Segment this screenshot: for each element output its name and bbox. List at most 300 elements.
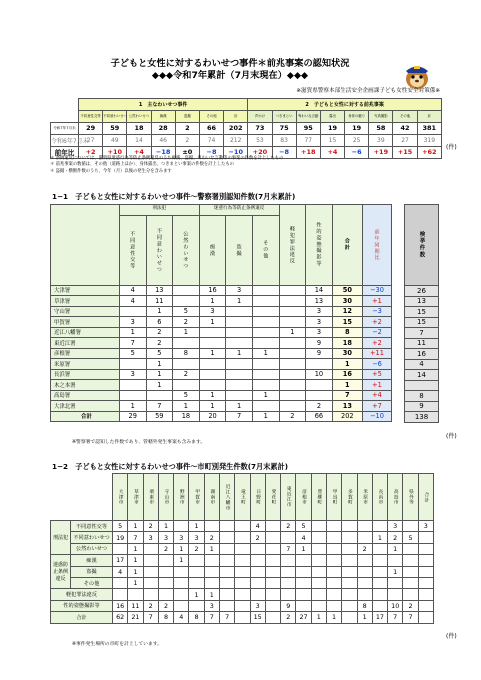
station-cell: 6	[146, 317, 173, 328]
summary-row-label: 令和7年7月末	[51, 122, 79, 134]
station-name: 甲賀署	[51, 317, 120, 328]
station-cell: 16	[332, 369, 362, 380]
summary-cell: 39	[369, 134, 393, 146]
city-cell	[311, 521, 326, 532]
station-cell: 1	[119, 401, 146, 412]
kenkyo-cell: 9	[405, 401, 439, 412]
city-cell: 3	[143, 532, 158, 543]
summary-subheader: 痴漢	[151, 111, 175, 123]
total-label: 合計	[51, 612, 113, 623]
summary-cell: 53	[248, 134, 272, 146]
station-cell	[119, 306, 146, 317]
station-cell	[119, 380, 146, 391]
summary-cell: 319	[417, 134, 441, 146]
station-name: 米原署	[51, 359, 120, 370]
city-cell: 5	[296, 521, 311, 532]
city-total-cell: 1	[311, 612, 326, 623]
city-cell	[342, 555, 357, 566]
city-cell: 1	[174, 555, 189, 566]
city-total-cell: 27	[296, 612, 311, 623]
city-cell	[174, 589, 189, 600]
summary-diff-cell: ±0	[175, 146, 199, 158]
section2-footnote: ※事件発生場所の市町を計上しています。	[72, 642, 162, 647]
city-cell: 2	[403, 600, 418, 611]
city-cell	[265, 532, 280, 543]
city-cell	[311, 600, 326, 611]
station-cell: 5	[146, 348, 173, 359]
city-cell	[418, 555, 433, 566]
station-cell: 2	[146, 327, 173, 338]
station-cell: 1	[252, 390, 279, 401]
city-cell	[418, 532, 433, 543]
station-cell: 3	[199, 306, 226, 317]
city-header: 多賀町	[342, 474, 357, 521]
city-total-cell: 7	[388, 612, 403, 623]
city-cell	[296, 600, 311, 611]
station-cell: +7	[362, 401, 391, 412]
city-cell: 1	[174, 543, 189, 554]
station-cell: +2	[362, 338, 391, 349]
summary-cell: 73	[248, 122, 272, 134]
city-cell: 1	[204, 543, 219, 554]
station-cell: 3	[226, 285, 253, 296]
city-total-cell: 1	[357, 612, 372, 623]
city-header: 日野町	[250, 474, 265, 521]
station-cell: 1	[199, 296, 226, 307]
city-header: 愛荘町	[265, 474, 280, 521]
city-cell: 1	[128, 555, 143, 566]
summary-cell: 95	[296, 122, 320, 134]
station-cell: 66	[306, 411, 333, 422]
station-cell: 30	[332, 296, 362, 307]
kenkyo-cell: 13	[405, 296, 439, 307]
city-total-cell: 7	[219, 612, 234, 623]
city-cell	[189, 577, 204, 588]
station-cell: 12	[332, 306, 362, 317]
city-cell: 7	[281, 543, 296, 554]
summary-diff-cell: +15	[393, 146, 417, 158]
station-cell	[226, 390, 253, 401]
summary-subheader: 計	[417, 111, 441, 123]
row-label: その他	[71, 577, 113, 588]
city-cell: 3	[189, 532, 204, 543]
city-cell: 16	[113, 600, 128, 611]
station-cell: 202	[332, 411, 362, 422]
kenkyo-cell: 138	[405, 412, 439, 423]
note-line: ＊ 前兆事案の数値は、その他（道路上ほか）、身体露出、つきまとい事案の件数を計上したもの	[50, 162, 234, 168]
city-cell	[158, 555, 173, 566]
city-cell	[388, 577, 403, 588]
station-cell: 1	[146, 380, 173, 391]
station-cell: 2	[173, 317, 200, 328]
station-cell: 16	[199, 285, 226, 296]
city-cell	[265, 543, 280, 554]
city-total-cell: 21	[128, 612, 143, 623]
summary-diff-cell: −10	[224, 146, 248, 158]
summary-cell: 19	[345, 122, 369, 134]
station-cell	[226, 369, 253, 380]
city-header: 近江八幡市	[219, 474, 234, 521]
summary-subheader: 不同意性交等	[79, 111, 103, 123]
summary-diff-cell: +19	[369, 146, 393, 158]
city-cell	[265, 521, 280, 532]
station-cell: 7	[119, 338, 146, 349]
city-cell	[296, 555, 311, 566]
station-cell: +2	[362, 317, 391, 328]
station-cell: 9	[306, 348, 333, 359]
city-cell: 3	[204, 600, 219, 611]
city-cell	[418, 543, 433, 554]
unit-label: (件)	[446, 433, 457, 440]
city-cell	[219, 543, 234, 554]
station-cell: 3	[306, 327, 333, 338]
city-total-cell	[265, 612, 280, 623]
header-col4: 痴漢	[199, 215, 226, 285]
city-cell	[357, 566, 372, 577]
summary-diff-cell: +4	[320, 146, 344, 158]
station-cell: 3	[306, 306, 333, 317]
city-total-cell	[342, 612, 357, 623]
row-label: 痴漢	[71, 555, 113, 566]
station-cell: 1	[173, 401, 200, 412]
summary-cell: 27	[393, 134, 417, 146]
station-cell: 1	[279, 327, 306, 338]
city-cell	[113, 589, 128, 600]
header-col6: その他	[252, 215, 279, 285]
station-cell	[306, 359, 333, 370]
city-header: 豊郷町	[311, 474, 326, 521]
city-cell	[281, 577, 296, 588]
station-cell	[252, 380, 279, 391]
city-total-cell: 4	[174, 612, 189, 623]
station-cell: −6	[362, 359, 391, 370]
city-cell: 9	[281, 600, 296, 611]
city-cell	[372, 521, 387, 532]
station-cell: 2	[279, 411, 306, 422]
station-cell	[173, 380, 200, 391]
station-cell	[146, 390, 173, 401]
station-cell	[199, 338, 226, 349]
station-cell	[226, 306, 253, 317]
station-cell: 59	[146, 411, 173, 422]
city-cell: 1	[204, 589, 219, 600]
summary-cell: 202	[224, 122, 248, 134]
city-cell	[219, 566, 234, 577]
header-col2: 不同意わいせつ	[146, 215, 173, 285]
station-cell: 15	[332, 317, 362, 328]
station-cell: 1	[226, 401, 253, 412]
city-cell	[204, 566, 219, 577]
station-cell	[173, 296, 200, 307]
station-name: 高島署	[51, 390, 120, 401]
city-cell	[388, 589, 403, 600]
city-cell	[357, 532, 372, 543]
station-cell	[226, 359, 253, 370]
station-cell	[199, 327, 226, 338]
city-cell	[418, 600, 433, 611]
city-cell	[357, 521, 372, 532]
station-cell: 13	[306, 296, 333, 307]
summary-cell: 74	[199, 134, 223, 146]
summary-cell: 15	[320, 134, 344, 146]
station-cell: 8	[332, 327, 362, 338]
station-name: 木之本署	[51, 380, 120, 391]
city-cell	[296, 577, 311, 588]
station-cell: 50	[332, 285, 362, 296]
kenkyo-cell: 7	[405, 328, 439, 339]
city-cell	[372, 566, 387, 577]
city-cell: 4	[113, 566, 128, 577]
source-department: ※滋賀県警察本部生活安全企画課子ども女性安全対策係※	[296, 88, 440, 94]
city-cell	[326, 566, 341, 577]
summary-cell: 77	[296, 134, 320, 146]
station-cell	[199, 380, 226, 391]
city-cell	[235, 600, 250, 611]
document-title	[60, 58, 400, 82]
city-cell	[403, 543, 418, 554]
city-cell: 10	[388, 600, 403, 611]
section1-title: 1−1 子どもと女性に対するわいせつ事件～警察署別認知件数(7月末累計)	[52, 192, 296, 201]
summary-cell: 28	[151, 122, 175, 134]
city-cell	[265, 589, 280, 600]
summary-subheader: 計	[224, 111, 248, 123]
city-header: 湖南市	[204, 474, 219, 521]
city-cell	[296, 589, 311, 600]
kenkyo-cell: 8	[405, 391, 439, 402]
summary-subheader: その他	[393, 111, 417, 123]
header-col3: 公然わいせつ	[173, 215, 200, 285]
city-total-cell	[418, 612, 433, 623]
summary-subheader: 写真撮影	[369, 111, 393, 123]
header-keihou: 刑法犯	[119, 205, 199, 216]
city-cell	[326, 589, 341, 600]
station-cell: +5	[362, 369, 391, 380]
station-cell	[173, 338, 200, 349]
summary-diff-cell: +20	[248, 146, 272, 158]
station-cell: 3	[306, 317, 333, 328]
title-line-1: 子どもと女性に対するわいせつ事件＊前兆事案の認知状況	[110, 58, 350, 69]
station-name: 大津署	[51, 285, 120, 296]
station-table	[50, 204, 392, 422]
city-cell: 5	[113, 521, 128, 532]
kenkyo-cell: 14	[405, 370, 439, 381]
city-cell	[219, 521, 234, 532]
city-cell	[296, 566, 311, 577]
summary-cell: 46	[151, 134, 175, 146]
summary-cell: 58	[369, 122, 393, 134]
city-cell	[158, 566, 173, 577]
summary-cell: 212	[224, 134, 248, 146]
kenkyo-cell: 11	[405, 338, 439, 349]
city-header: 甲良町	[326, 474, 341, 521]
station-cell	[252, 369, 279, 380]
city-total-cell: 7	[204, 612, 219, 623]
city-cell	[357, 555, 372, 566]
city-cell	[311, 555, 326, 566]
city-cell	[158, 589, 173, 600]
station-cell: 3	[119, 369, 146, 380]
city-cell	[174, 566, 189, 577]
station-cell: 14	[306, 285, 333, 296]
station-cell	[279, 338, 306, 349]
station-cell: 1	[332, 380, 362, 391]
city-total-cell	[235, 612, 250, 623]
city-cell	[250, 589, 265, 600]
city-cell	[265, 566, 280, 577]
city-cell: 7	[128, 532, 143, 543]
city-cell	[219, 600, 234, 611]
header-col10: 前年同期比	[362, 205, 391, 286]
station-cell: 20	[199, 411, 226, 422]
city-cell	[235, 577, 250, 588]
city-cell: 4	[250, 521, 265, 532]
city-cell: 4	[296, 532, 311, 543]
station-name: 合計	[51, 411, 120, 422]
city-header: 守山市	[158, 474, 173, 521]
summary-cell: 19	[320, 122, 344, 134]
summary-cell: 25	[345, 134, 369, 146]
note-line: ＊ 盗撮・横断件数のうち、今年（月）以後の発生分を含みます	[50, 168, 172, 174]
station-cell: 1	[252, 348, 279, 359]
city-cell	[219, 532, 234, 543]
station-cell: 1	[199, 401, 226, 412]
city-cell: 2	[281, 521, 296, 532]
station-cell: 1	[199, 390, 226, 401]
city-cell: 2	[204, 532, 219, 543]
city-cell: 3	[418, 521, 433, 532]
summary-subheader: 身体の触り	[345, 111, 369, 123]
city-cell	[250, 543, 265, 554]
city-cell: 2	[250, 532, 265, 543]
city-cell	[403, 521, 418, 532]
station-cell: 5	[173, 390, 200, 401]
city-cell	[372, 577, 387, 588]
station-cell	[173, 285, 200, 296]
city-total-cell: 62	[113, 612, 128, 623]
city-cell	[281, 589, 296, 600]
city-cell	[235, 566, 250, 577]
header-col1: 不同意性交等	[119, 215, 146, 285]
city-cell	[128, 589, 143, 600]
summary-subheader: 声かけ	[248, 111, 272, 123]
city-cell	[174, 521, 189, 532]
summary-cell: 381	[417, 122, 441, 134]
station-cell	[226, 380, 253, 391]
city-cell	[281, 566, 296, 577]
station-cell: 4	[119, 296, 146, 307]
city-total-cell: 15	[250, 612, 265, 623]
city-cell	[219, 577, 234, 588]
summary-cell: 2	[175, 134, 199, 146]
station-cell	[279, 401, 306, 412]
unit-label: (件)	[446, 633, 457, 640]
city-cell: 2	[143, 521, 158, 532]
station-cell: 29	[119, 411, 146, 422]
row-label: 不同意性交等	[71, 521, 113, 532]
summary-table	[50, 98, 442, 159]
city-cell: 11	[128, 600, 143, 611]
station-cell: +11	[362, 348, 391, 359]
city-header: 合計	[418, 474, 433, 521]
summary-diff-cell: −6	[345, 146, 369, 158]
city-cell	[342, 521, 357, 532]
city-cell	[342, 577, 357, 588]
summary-cell: 42	[393, 122, 417, 134]
city-cell	[372, 600, 387, 611]
summary-diff-cell: +62	[417, 146, 441, 158]
station-cell: 18	[332, 338, 362, 349]
city-header: 長浜市	[372, 474, 387, 521]
city-cell	[342, 589, 357, 600]
station-cell	[279, 380, 306, 391]
city-cell: 1	[128, 521, 143, 532]
station-cell: 7	[332, 390, 362, 401]
station-cell	[119, 390, 146, 401]
station-cell	[279, 369, 306, 380]
city-cell: 1	[388, 543, 403, 554]
city-cell	[189, 566, 204, 577]
city-cell	[326, 532, 341, 543]
station-cell	[306, 390, 333, 401]
station-cell	[252, 338, 279, 349]
station-name: 草津署	[51, 296, 120, 307]
city-cell	[372, 543, 387, 554]
city-header: 東近江市	[281, 474, 296, 521]
header-kenkyo: 検挙件数	[405, 205, 439, 286]
city-cell	[265, 600, 280, 611]
station-cell: 8	[173, 348, 200, 359]
station-name: 大津北署	[51, 401, 120, 412]
summary-subheader: 不同意わいせつ	[103, 111, 127, 123]
summary-diff-cell: +10	[103, 146, 127, 158]
city-cell	[357, 577, 372, 588]
summary-diff-cell: −8	[272, 146, 296, 158]
station-cell	[252, 359, 279, 370]
city-cell	[174, 600, 189, 611]
station-cell: 1	[146, 369, 173, 380]
row-label: 公然わいせつ	[71, 543, 113, 554]
city-total-cell: 7	[403, 612, 418, 623]
city-header: 野洲市	[174, 474, 189, 521]
station-cell	[226, 338, 253, 349]
station-cell: 4	[119, 285, 146, 296]
city-header: 草津市	[128, 474, 143, 521]
station-cell	[279, 306, 306, 317]
notes	[50, 156, 442, 175]
city-cell	[326, 600, 341, 611]
city-cell: 1	[128, 566, 143, 577]
city-cell: 1	[158, 521, 173, 532]
city-total-cell: 7	[143, 612, 158, 623]
summary-subheader: 公然わいせつ	[127, 111, 151, 123]
city-cell	[342, 566, 357, 577]
city-cell: 3	[158, 532, 173, 543]
station-name: 彦根署	[51, 348, 120, 359]
city-cell: 19	[113, 532, 128, 543]
kenkyo-cell: 15	[405, 317, 439, 328]
unit-label: (件)	[446, 144, 457, 151]
city-cell	[342, 543, 357, 554]
kenkyo-cell: 16	[405, 349, 439, 360]
summary-cell: 75	[272, 122, 296, 134]
city-cell	[418, 577, 433, 588]
city-cell	[204, 577, 219, 588]
kenkyo-cell: 4	[405, 359, 439, 370]
city-cell	[388, 555, 403, 566]
station-cell	[279, 317, 306, 328]
station-cell: 1	[226, 348, 253, 359]
city-header: 彦根市	[296, 474, 311, 521]
